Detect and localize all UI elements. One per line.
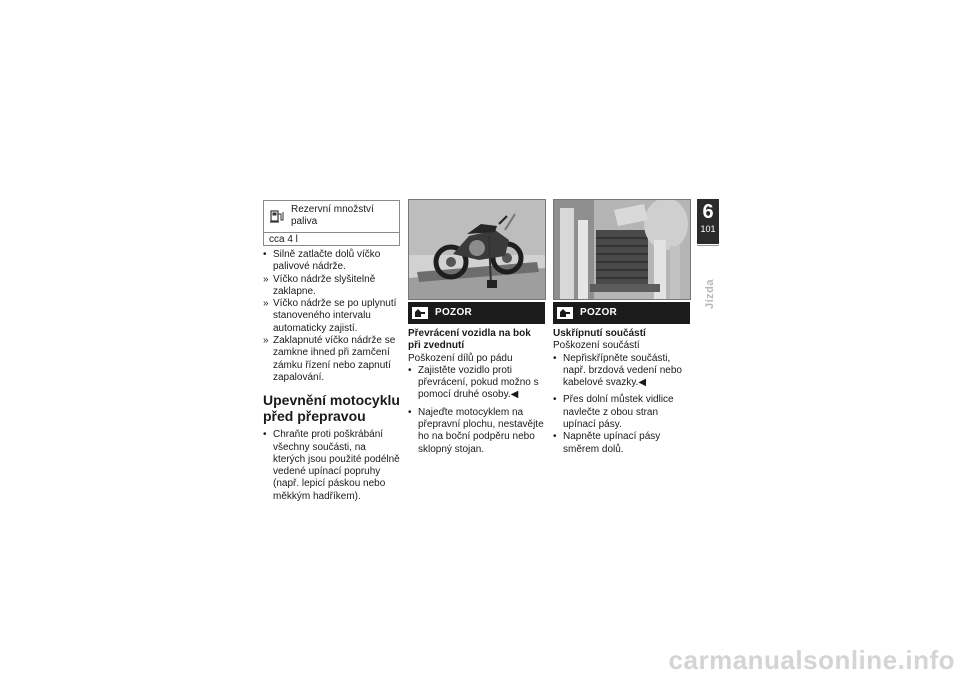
caution-hand-icon [411,306,429,320]
column-left [263,200,400,503]
fork-closeup-photo [553,199,691,300]
list-item: • Napněte upínací pásy směrem dolů. [553,431,661,455]
column-right [553,328,690,456]
list-item: » Zaklapnuté víčko nádrže se zamkne ihned při zamčení zámku řízení nebo zapnutí zapalování. [263,335,396,383]
chapter-title-text: Jízda [704,279,716,310]
caution-label: POZOR [580,307,618,318]
caution-hand-icon [556,306,574,320]
list-item: • Nepřiskřípněte součásti, např. brzdová vedení nebo kabelové svazky.◀ [553,352,682,389]
list-item: » Víčko nádrže slyšitelně zaklapne. [263,273,376,297]
caution-label: POZOR [435,307,473,318]
section-heading: Upevnění motocyklu před přepravou [263,392,400,425]
motorcycle-on-trailer-photo [408,199,546,300]
caution-bar [408,302,545,324]
chapter-tab [697,199,719,244]
caution-bar [553,302,690,324]
list-item: • Zajistěte vozidlo proti převrácení, pokud možno s pomocí druhé osoby.◀ [408,364,539,401]
tab-divider [697,245,719,246]
fuel-reserve-box [263,200,400,246]
warning-bullets [553,353,690,456]
chapter-title [701,270,717,320]
fuel-reserve-label: Rezervní množství paliva [291,204,374,228]
transport-bullets [263,429,400,503]
warning-title: Uskřípnutí součástí [553,328,646,339]
tank-cap-steps [263,249,400,384]
list-item: • Přes dolní můstek vidlice navlečte z obou stran upínací pásy. [553,394,674,431]
column-middle [408,328,545,456]
warning-subtitle: Poškození součástí [553,340,640,352]
page-number: 101 [700,224,716,234]
list-item: • Najeďte motocyklem na přepravní plochu, nestavějte ho na boční podpěru nebo sklopný stojan. [408,406,544,455]
list-item: » Víčko nádrže se po uplynutí stanoveného intervalu automaticky zajistí. [263,298,397,334]
list-item: • Chraňte proti poškrábání všechny součásti, na kterých jsou použité podélně vedené upínací popruhy (např. lepicí páskou nebo měkkým hadříkem). [263,429,400,502]
fuel-pump-icon [269,207,285,225]
fuel-box-divider [264,232,399,233]
warning-bullets [408,365,545,456]
warning-title: Převrácení vozidla na bok při zvednutí [408,328,531,352]
warning-subtitle: Poškození dílů po pádu [408,352,513,364]
watermark: carmanualsonline.info [668,645,955,675]
list-item: • Silně zatlačte dolů víčko palivové nádrže. [263,249,381,273]
fuel-reserve-value: cca 4 l [269,234,298,245]
chapter-number: 6 [702,201,714,223]
